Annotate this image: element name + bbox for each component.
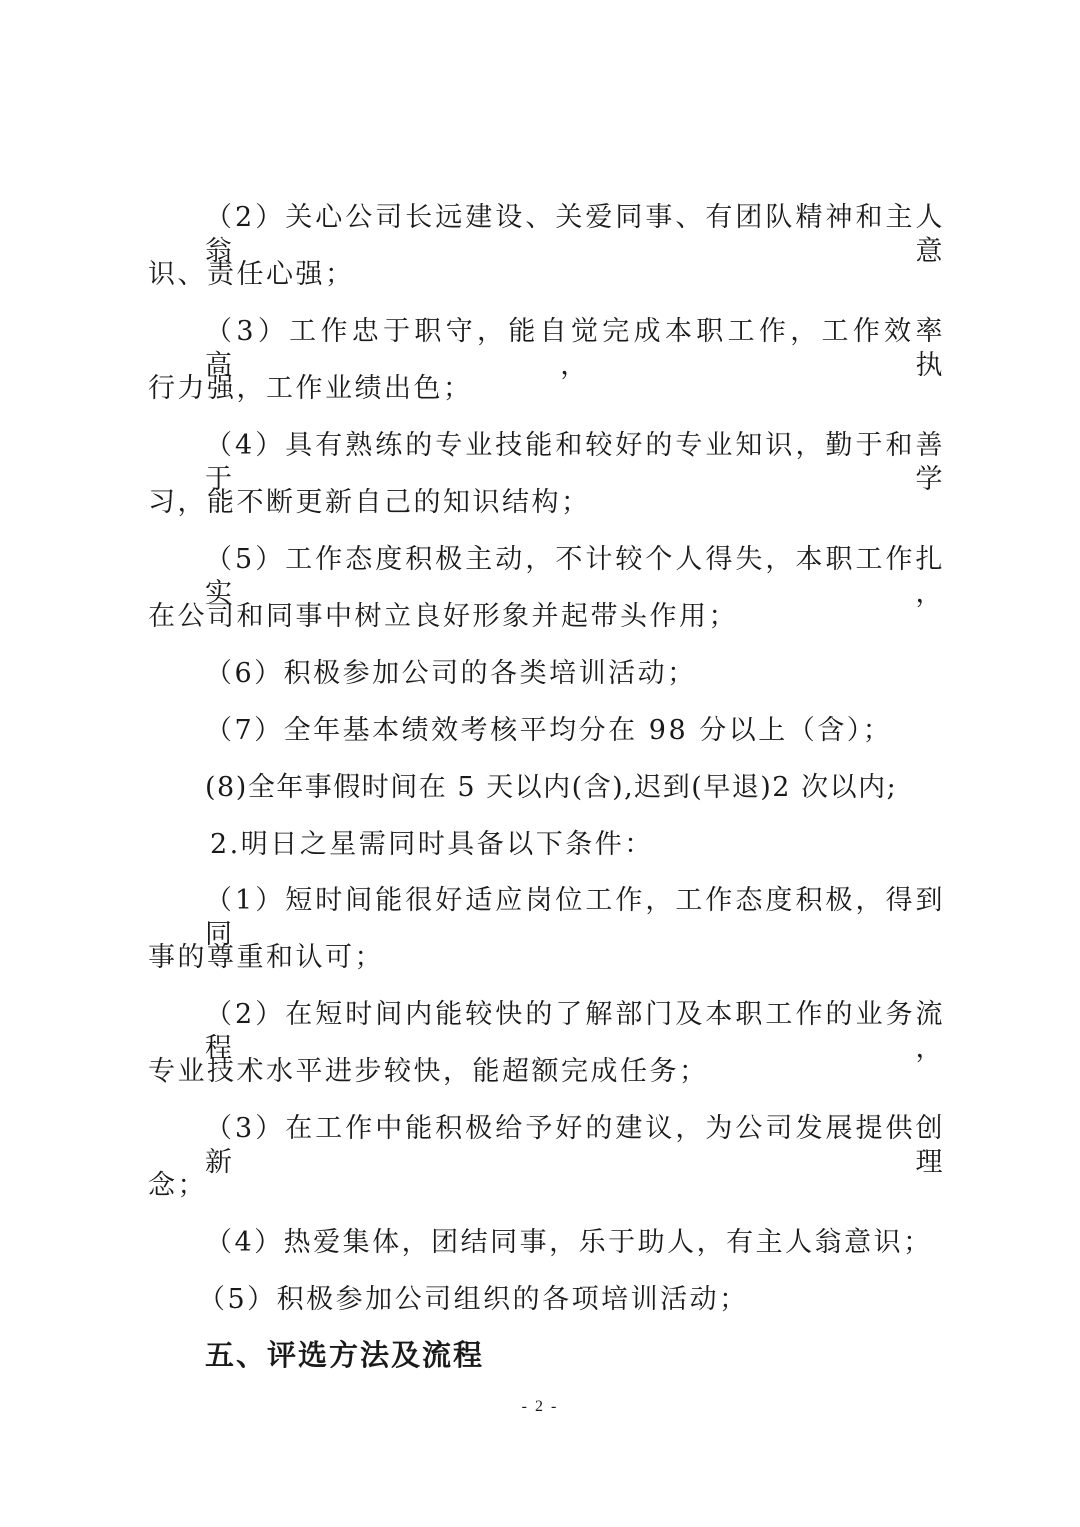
paragraph-line: （5）积极参加公司组织的各项培训活动； — [198, 1284, 749, 1315]
paragraph-line: 行力强，工作业绩出色； — [148, 373, 473, 404]
paragraph-line: 习，能不断更新自己的知识结构； — [148, 487, 591, 518]
paragraph-line: （6）积极参加公司的各类培训活动； — [205, 658, 697, 689]
paragraph-line: （7）全年基本绩效考核平均分在 98 分以上（含）； — [205, 715, 893, 746]
paragraph-line: 念； — [148, 1170, 207, 1201]
paragraph-line: （1）短时间能很好适应岗位工作，工作态度积极，得到同 — [205, 885, 945, 950]
paragraph-line: 事的尊重和认可； — [148, 942, 384, 973]
paragraph-line: (8)全年事假时间在 5 天以内(含),迟到(早退)2 次以内; — [205, 772, 898, 803]
paragraph-line: （3）在工作中能积极给予好的建议，为公司发展提供创新理 — [205, 1113, 945, 1178]
page-number: - 2 - — [521, 1398, 559, 1415]
paragraph-line: （5）工作态度积极主动，不计较个人得失，本职工作扎实， — [205, 544, 945, 609]
paragraph-line: （4）具有熟练的专业技能和较好的专业知识，勤于和善于学 — [205, 430, 945, 495]
paragraph-line: 专业技术水平进步较快，能超额完成任务； — [148, 1056, 709, 1087]
subsection-title: 2.明日之星需同时具备以下条件： — [210, 829, 654, 860]
paragraph-line: 识、责任心强； — [148, 259, 355, 290]
paragraph-line: （3）工作忠于职守，能自觉完成本职工作，工作效率高，执 — [205, 316, 945, 381]
section-heading: 五、评选方法及流程 — [205, 1338, 485, 1372]
paragraph-line: （4）热爱集体，团结同事，乐于助人，有主人翁意识； — [205, 1227, 933, 1258]
paragraph-line: 在公司和同事中树立良好形象并起带头作用； — [148, 601, 738, 632]
paragraph-line: （2）关心公司长远建设、关爱同事、有团队精神和主人翁意 — [205, 202, 945, 267]
paragraph-line: （2）在短时间内能较快的了解部门及本职工作的业务流程， — [205, 999, 945, 1064]
